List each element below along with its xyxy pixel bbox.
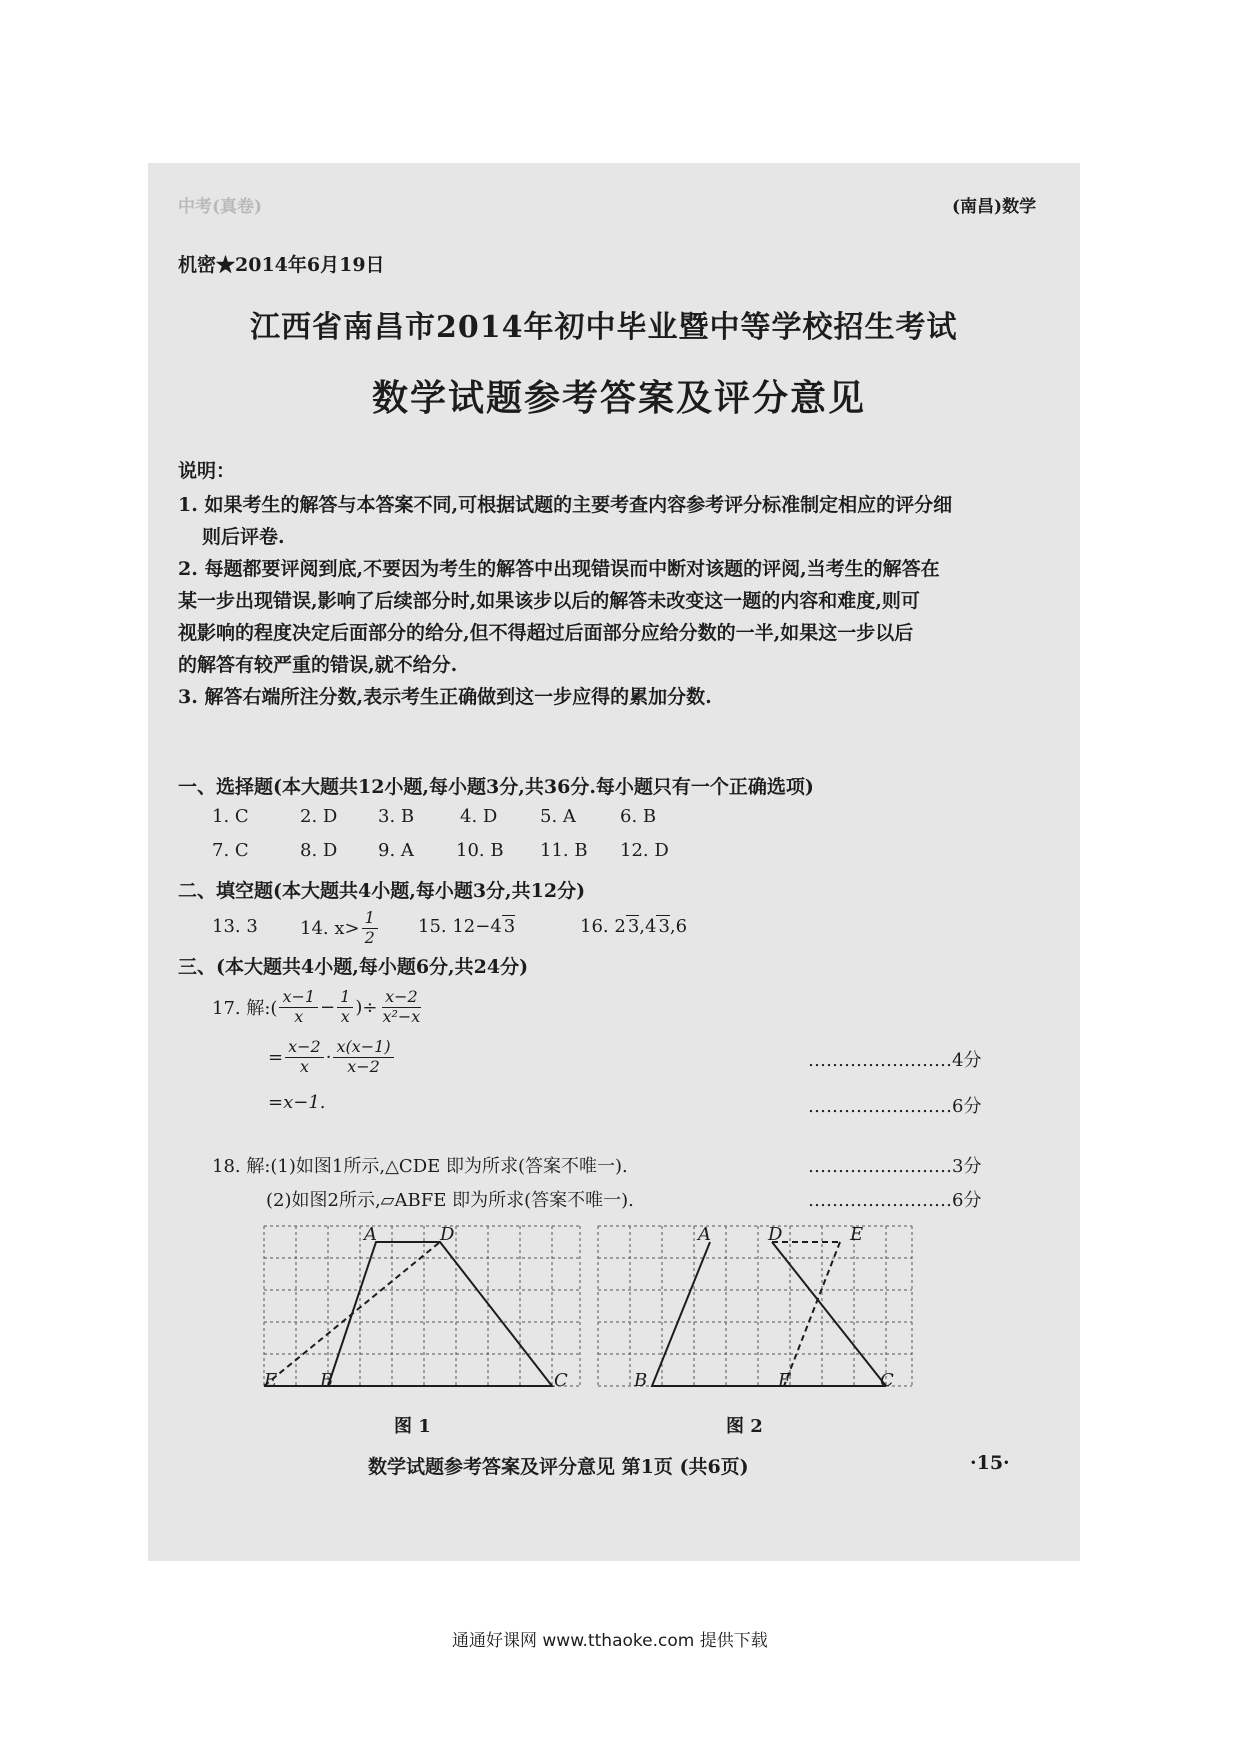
choice-answer: 9. A bbox=[378, 840, 414, 861]
fig1-label-e: E bbox=[264, 1370, 278, 1391]
q17-line2: = $\frac{x-2}{x}$ · $\frac{x(x-1)}{x-2}$ bbox=[268, 1032, 396, 1082]
note-line: 则后评卷. bbox=[202, 526, 285, 548]
choice-answer: 7. C bbox=[212, 840, 249, 861]
fig2-label-b: B bbox=[634, 1370, 648, 1391]
q17-line3: =x−1. bbox=[268, 1092, 326, 1113]
fig1-caption: 图 1 bbox=[394, 1416, 431, 1437]
dashed-line-ed bbox=[264, 1242, 440, 1386]
fill-answer-14: 14. x> $\frac{1}{2}$ bbox=[300, 906, 380, 950]
title-line2: 数学试题参考答案及评分意见 bbox=[372, 377, 867, 419]
fig1-label-d: D bbox=[440, 1224, 455, 1245]
q18-score-1: ……………………3分 bbox=[808, 1156, 982, 1177]
fig2-label-a: A bbox=[698, 1224, 711, 1245]
note-line: 的解答有较严重的错误,就不给分. bbox=[178, 654, 458, 676]
figure-1 bbox=[262, 1220, 584, 1396]
page-number: ·15· bbox=[970, 1452, 1010, 1474]
dashed-line-ef bbox=[784, 1242, 840, 1386]
q17-score-1: ……………………4分 bbox=[808, 1050, 982, 1071]
fig2-label-c: C bbox=[880, 1370, 894, 1391]
fig2-label-f: F bbox=[778, 1370, 791, 1391]
fig1-label-a: A bbox=[364, 1224, 377, 1245]
choice-answer: 1. C bbox=[212, 806, 249, 827]
section1-heading: 一、选择题(本大题共12小题,每小题3分,共36分.每小题只有一个正确选项) bbox=[178, 776, 814, 798]
section2-heading: 二、填空题(本大题共4小题,每小题3分,共12分) bbox=[178, 880, 586, 902]
fig1-label-c: C bbox=[554, 1370, 568, 1391]
triangle-abc-part bbox=[652, 1242, 886, 1386]
note-line: 视影响的程度决定后面部分的给分,但不得超过后面部分应给分数的一半,如果这一步以后 bbox=[178, 622, 914, 644]
choice-answer: 5. A bbox=[540, 806, 576, 827]
section3-heading: 三、(本大题共4小题,每小题6分,共24分) bbox=[178, 956, 529, 978]
fill-answer-13: 13. 3 bbox=[212, 916, 258, 937]
q18-line2: (2)如图2所示,▱ABFE 即为所求(答案不唯一). bbox=[266, 1190, 634, 1211]
choice-answer: 2. D bbox=[300, 806, 338, 827]
confidential-date: 机密★2014年6月19日 bbox=[178, 254, 385, 276]
choice-answer: 6. B bbox=[620, 806, 657, 827]
choice-answer: 12. D bbox=[620, 840, 669, 861]
line-dc bbox=[772, 1242, 886, 1386]
note-line: 3. 解答右端所注分数,表示考生正确做到这一步应得的累加分数. bbox=[178, 686, 712, 708]
choice-answer: 8. D bbox=[300, 840, 338, 861]
trapezoid-abcd bbox=[264, 1242, 552, 1386]
note-line: 1. 如果考生的解答与本答案不同,可根据试题的主要考查内容参考评分标准制定相应的评分细 bbox=[178, 494, 953, 516]
page-footer: 数学试题参考答案及评分意见 第1页 (共6页) bbox=[368, 1456, 749, 1478]
q18-line1: 18. 解:(1)如图1所示,△CDE 即为所求(答案不唯一). bbox=[212, 1156, 628, 1177]
fill-answer-16: 16. 2 3,4 3,6 bbox=[580, 916, 688, 937]
fig1-label-b: B bbox=[320, 1370, 334, 1391]
fig2-label-e: E bbox=[850, 1224, 864, 1245]
note-line: 某一步出现错误,影响了后续部分时,如果该步以后的解答未改变这一题的内容和难度,则可 bbox=[178, 590, 920, 612]
title-line1: 江西省南昌市2014年初中毕业暨中等学校招生考试 bbox=[250, 310, 958, 345]
choice-answer: 11. B bbox=[540, 840, 588, 861]
q17-line1: 17. 解:( $\frac{x-1}{x}$ − $\frac{1}{x}$ )÷ $\frac{x-2}{\text{x²−x}}$ bbox=[212, 987, 421, 1026]
q18-score-2: ……………………6分 bbox=[808, 1190, 982, 1211]
choice-answer: 4. D bbox=[460, 806, 498, 827]
header-left-faint: 中考(真卷) bbox=[178, 197, 263, 217]
header-right: (南昌)数学 bbox=[952, 197, 1037, 217]
choice-answer: 3. B bbox=[378, 806, 415, 827]
notes-heading: 说明： bbox=[178, 460, 236, 482]
fig2-caption: 图 2 bbox=[726, 1416, 763, 1437]
download-watermark: 通通好课网 www.tthaoke.com 提供下载 bbox=[452, 1631, 768, 1651]
fill-answer-15: 15. 12−4 3 bbox=[418, 916, 516, 937]
fig2-label-d: D bbox=[768, 1224, 783, 1245]
choice-answer: 10. B bbox=[456, 840, 504, 861]
q17-score-2: ……………………6分 bbox=[808, 1096, 982, 1117]
note-line: 2. 每题都要评阅到底,不要因为考生的解答中出现错误而中断对该题的评阅,当考生的解答在 bbox=[178, 558, 940, 580]
